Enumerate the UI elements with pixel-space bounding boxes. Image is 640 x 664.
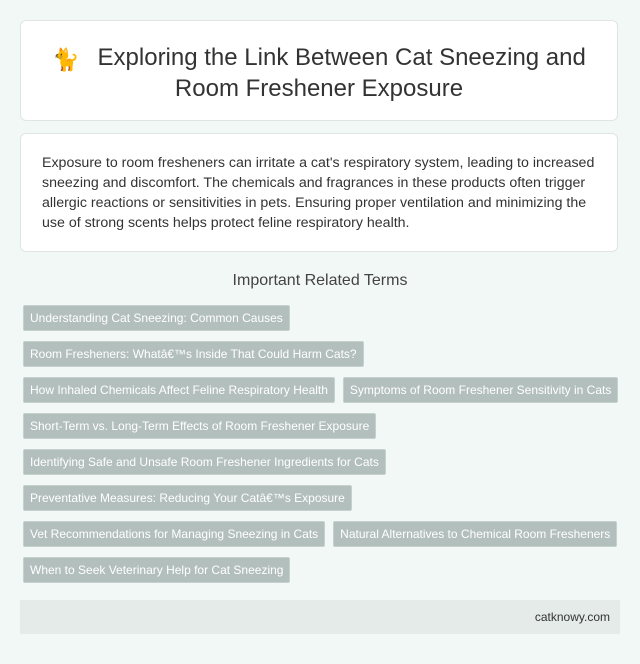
related-term-tag[interactable]: Symptoms of Room Freshener Sensitivity in Cats (343, 377, 618, 403)
related-terms-heading: Important Related Terms (232, 272, 408, 289)
cat-icon: 🐈 (52, 47, 80, 72)
related-term-tag[interactable]: Room Fresheners: Whatâ€™s Inside That Could Harm Cats? (23, 341, 364, 367)
related-term-tag[interactable]: How Inhaled Chemicals Affect Feline Respiratory Health (23, 377, 335, 403)
related-term-tag[interactable]: Short-Term vs. Long-Term Effects of Room Freshener Exposure (23, 413, 376, 439)
footer (20, 600, 620, 634)
footer-site-link[interactable]: catknowy.com (534, 610, 610, 624)
title-card (20, 20, 618, 121)
description-card (20, 133, 618, 252)
related-term-tag[interactable]: Preventative Measures: Reducing Your Catâ€™s Exposure (23, 485, 352, 511)
related-term-tag[interactable]: When to Seek Veterinary Help for Cat Sneezing (23, 557, 290, 583)
page-title-text: Exploring the Link Between Cat Sneezing and Room Freshener Exposure (97, 44, 586, 102)
related-term-tag[interactable]: Understanding Cat Sneezing: Common Causes (23, 305, 290, 331)
page-title (21, 43, 617, 103)
description-text: Exposure to room fresheners can irritate a cat's respiratory system, leading to increased sneezing and discomfort. The chemicals and fragrances in these products often trigger allergic reactions or sensitivities in pets. Ensuring proper ventilation and minimizing the use of strong scents helps protect feline respiratory health. (42, 155, 595, 231)
related-term-tag[interactable]: Vet Recommendations for Managing Sneezing in Cats (23, 521, 325, 547)
related-terms-list (20, 305, 625, 593)
related-term-tag[interactable]: Identifying Safe and Unsafe Room Freshener Ingredients for Cats (23, 449, 386, 475)
related-term-tag[interactable]: Natural Alternatives to Chemical Room Fresheners (333, 521, 617, 547)
